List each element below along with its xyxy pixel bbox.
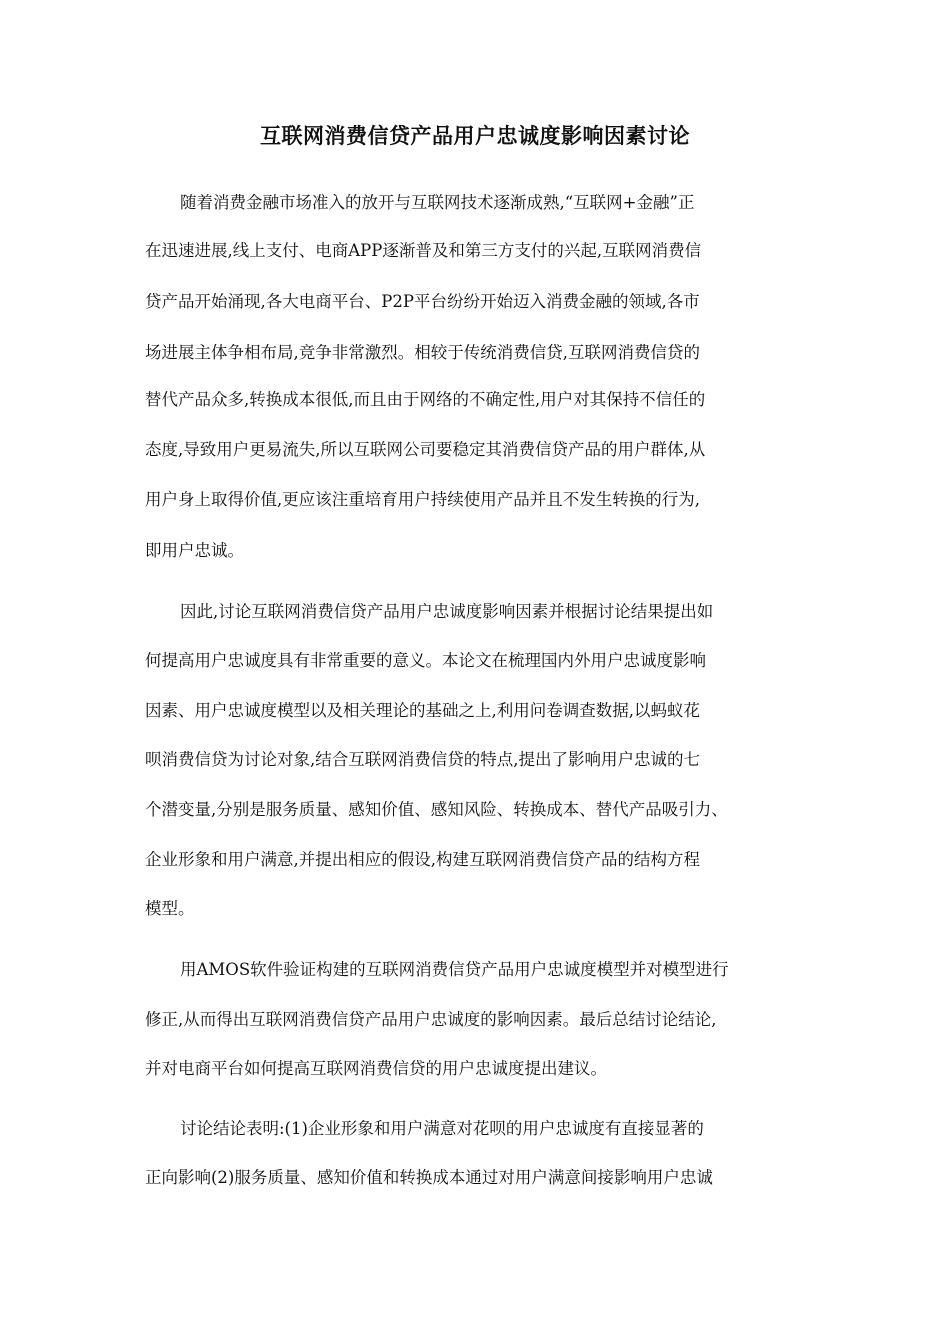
document-title: 互联网消费信贷产品用户忠诚度影响因素讨论 (260, 123, 690, 148)
paragraph-1-line-8: 即用户忠诚。 (145, 541, 244, 560)
paragraph-2-line-4: 呗消费信贷为讨论对象,结合互联网消费信贷的特点,提出了影响用户忠诚的七 (145, 750, 700, 769)
paragraph-1-line-5: 替代产品众多,转换成本很低,而且由于网络的不确定性,用户对其保持不信任的 (145, 390, 706, 409)
paragraph-3-line-3: 并对电商平台如何提高互联网消费信贷的用户忠诚度提出建议。 (145, 1059, 607, 1078)
paragraph-1-line-7: 用户身上取得价值,更应该注重培育用户持续使用产品并且不发生转换的行为, (145, 490, 700, 509)
paragraph-3-line-2: 修正,从而得出互联网消费信贷产品用户忠诚度的影响因素。最后总结讨论结论, (145, 1010, 717, 1029)
paragraph-3-line-1: 用AMOS软件验证构建的互联网消费信贷产品用户忠诚度模型并对模型进行 (180, 960, 729, 979)
paragraph-2-line-7: 模型。 (145, 899, 195, 918)
paragraph-1-line-3: 贷产品开始涌现,各大电商平台、P2P平台纷纷开始迈入消费金融的领域,各市 (145, 292, 700, 311)
paragraph-1-line-4: 场进展主体争相布局,竞争非常激烈。相较于传统消费信贷,互联网消费信贷的 (145, 343, 700, 362)
paragraph-2-line-5: 个潜变量,分别是服务质量、感知价值、感知风险、转换成本、替代产品吸引力、 (145, 800, 728, 819)
paragraph-1-line-1: 随着消费金融市场准入的放开与互联网技术逐渐成熟,“互联网+金融”正 (180, 193, 695, 212)
paragraph-4-line-2: 正向影响(2)服务质量、感知价值和转换成本通过对用户满意间接影响用户忠诚 (145, 1168, 713, 1187)
paragraph-2-line-1: 因此,讨论互联网消费信贷产品用户忠诚度影响因素并根据讨论结果提出如 (180, 602, 714, 621)
paragraph-4-line-1: 讨论结论表明:(1)企业形象和用户满意对花呗的用户忠诚度有直接显著的 (180, 1119, 704, 1138)
paragraph-2-line-2: 何提高用户忠诚度具有非常重要的意义。本论文在梳理国内外用户忠诚度影响 (145, 651, 706, 670)
paragraph-2-line-6: 企业形象和用户满意,并提出相应的假设,构建互联网消费信贷产品的结构方程 (145, 850, 700, 869)
paragraph-2-line-3: 因素、用户忠诚度模型以及相关理论的基础之上,利用问卷调查数据,以蚂蚁花 (145, 701, 700, 720)
paragraph-1-line-2: 在迅速进展,线上支付、电商APP逐渐普及和第三方支付的兴起,互联网消费信 (145, 241, 702, 260)
paragraph-1-line-6: 态度,导致用户更易流失,所以互联网公司要稳定其消费信贷产品的用户群体,从 (145, 440, 706, 459)
